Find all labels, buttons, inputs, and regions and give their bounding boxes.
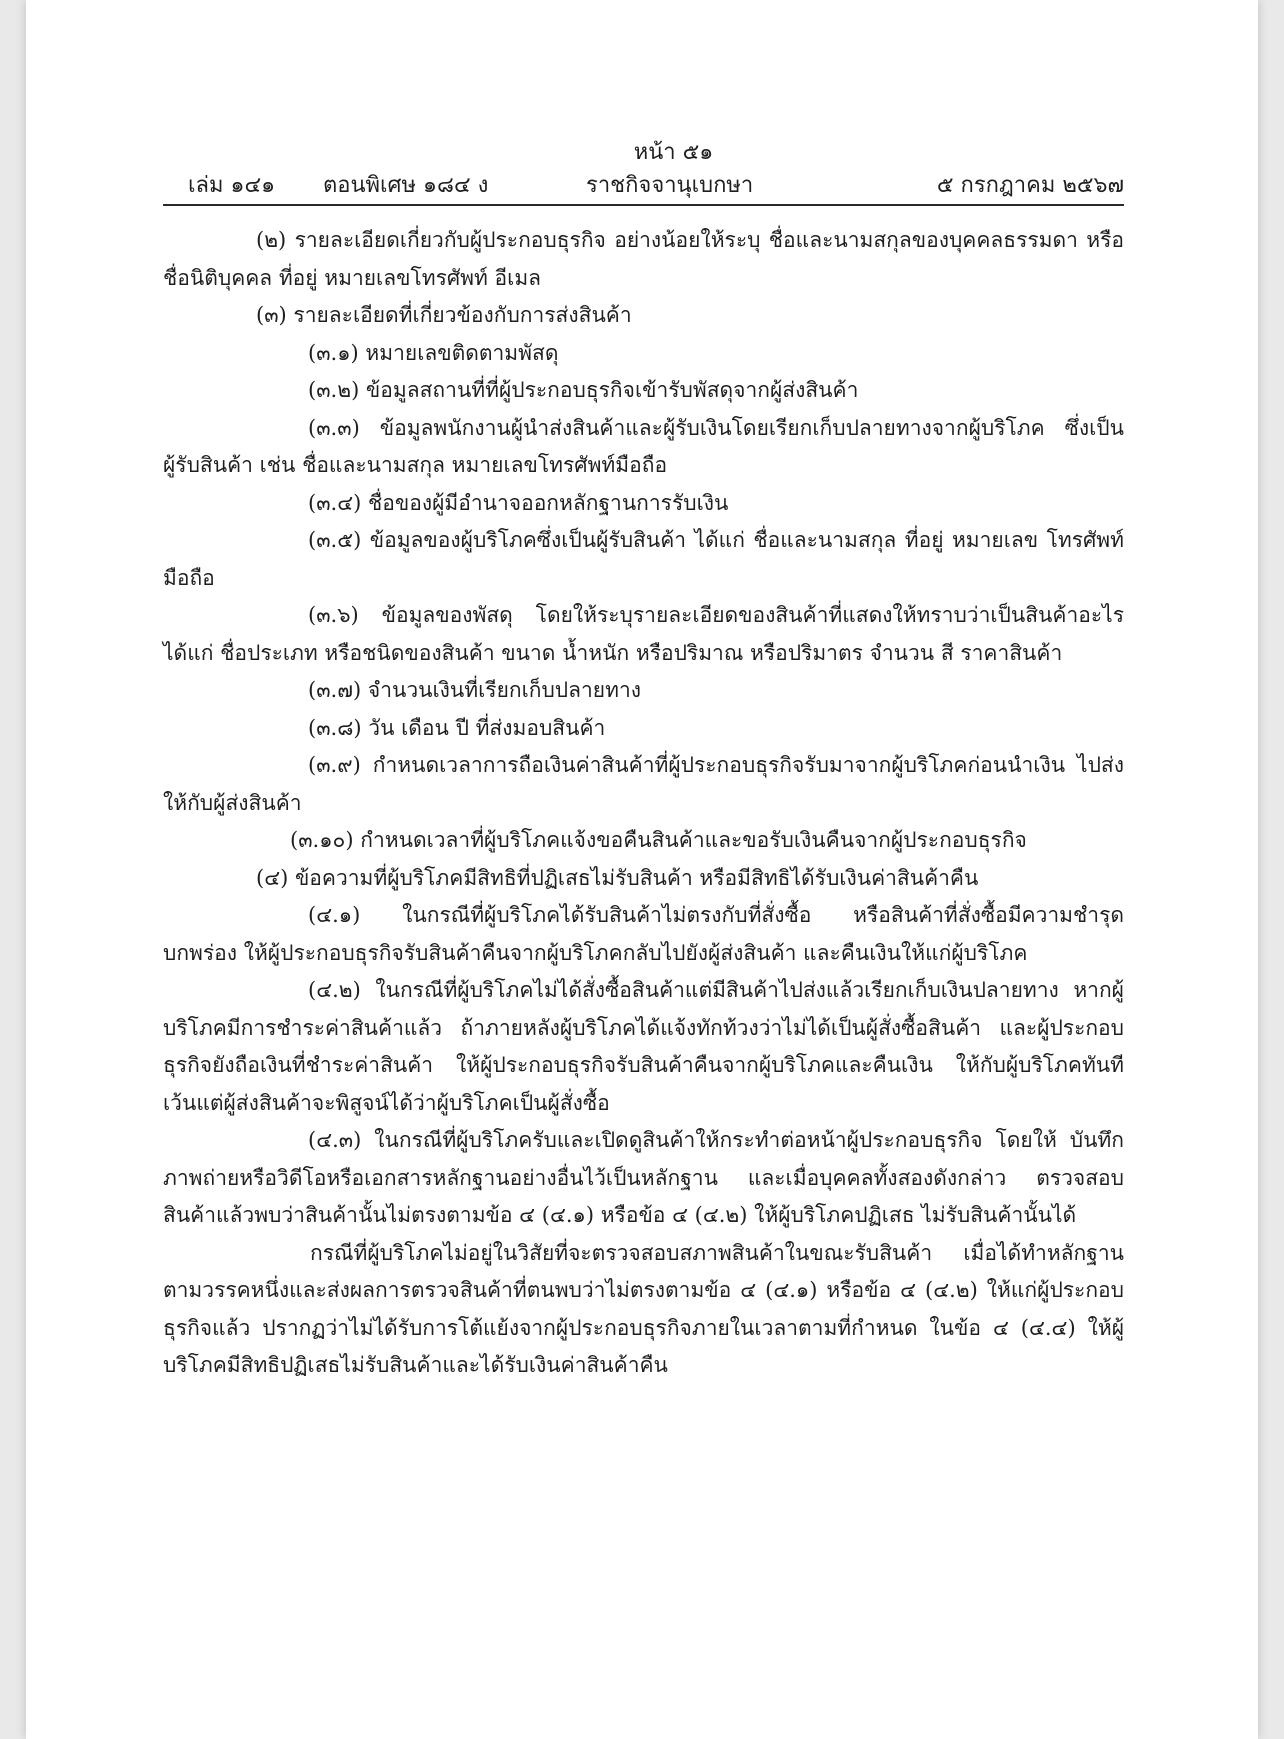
paragraph-second-clause: กรณีที่ผู้บริโภคไม่อยู่ในวิสัยที่จะตรวจสอบสภาพสินค้าในขณะรับสินค้า เมื่อได้ทำหลักฐาน ตามวรรคหนึ่งและส่งผลการตรวจสินค้าที่ตนพบว่าไม่ตรงตามข้อ ๔ (๔.๑) หรือข้อ ๔ (๔.๒) ให้แก่ผู้ประกอบธุรกิจแล้ว ปรากฏว่าไม่ได้รับการโต้แย้งจากผู้ประกอบธุรกิจภายในเวลาตามที่กำหนด ในข้อ ๔ (๔.๔) ให้ผู้บริโภคมีสิทธิปฏิเสธไม่รับสินค้าและได้รับเงินค่าสินค้าคืน — [163, 1240, 1124, 1377]
paragraph-item-3-1: (๓.๑) หมายเลขติดตามพัสดุ — [308, 340, 559, 365]
paragraph-item-4-2: (๔.๒) ในกรณีที่ผู้บริโภคไม่ได้สั่งซื้อสินค้าแต่มีสินค้าไปส่งแล้วเรียกเก็บเงินปลายทาง หากผู้บริโภคมีการชำระค่าสินค้าแล้ว ถ้าภายหลังผู้บริโภคได้แจ้งทักท้วงว่าไม่ได้เป็นผู้สั่งซื้อสินค้า และผู้ประกอบธุรกิจยังถือเงินที่ชำระค่าสินค้า ให้ผู้ประกอบธุรกิจรับสินค้าคืนจากผู้บริโภคและคืนเงิน ให้กับผู้บริโภคทันที เว้นแต่ผู้ส่งสินค้าจะพิสูจน์ได้ว่าผู้บริโภคเป็นผู้สั่งซื้อ — [163, 978, 1124, 1115]
paragraph-item-4-1: (๔.๑) ในกรณีที่ผู้บริโภคได้รับสินค้าไม่ตรงกับที่สั่งซื้อ หรือสินค้าที่สั่งซื้อมีความชำรุด บกพร่อง ให้ผู้ประกอบธุรกิจรับสินค้าคืนจากผู้บริโภคกลับไปยังผู้ส่งสินค้า และคืนเงินให้แก่ผู้บริโภค — [163, 903, 1124, 965]
gazette-header — [163, 168, 1124, 206]
paragraph-item-3-8: (๓.๘) วัน เดือน ปี ที่ส่งมอบสินค้า — [308, 715, 606, 740]
paragraph-item-3-3: (๓.๓) ข้อมูลพนักงานผู้นำส่งสินค้าและผู้รับเงินโดยเรียกเก็บปลายทางจากผู้บริโภค ซึ่งเป็นผู้รับสินค้า เช่น ชื่อและนามสกุล หมายเลขโทรศัพท์มือถือ — [163, 415, 1124, 477]
issue-number: ตอนพิเศษ ๑๘๔ ง — [323, 173, 489, 198]
paragraph-item-3-6: (๓.๖) ข้อมูลของพัสดุ โดยให้ระบุรายละเอียดของสินค้าที่แสดงให้ทราบว่าเป็นสินค้าอะไร ได้แก่ ชื่อประเภท หรือชนิดของสินค้า ขนาด น้ำหนัก หรือปริมาณ หรือปริมาตร จำนวน สี ราคาสินค้า — [163, 603, 1124, 665]
paragraph-item-3-10: (๓.๑๐) กำหนดเวลาที่ผู้บริโภคแจ้งขอคืนสินค้าและขอรับเงินคืนจากผู้ประกอบธุรกิจ — [290, 828, 1027, 852]
paragraph-item-3-7: (๓.๗) จำนวนเงินที่เรียกเก็บปลายทาง — [308, 678, 641, 702]
paragraph-item-4-3: (๔.๓) ในกรณีที่ผู้บริโภครับและเปิดดูสินค้าให้กระทำต่อหน้าผู้ประกอบธุรกิจ โดยให้ บันทึกภาพถ่ายหรือวิดีโอหรือเอกสารหลักฐานอย่างอื่นไว้เป็นหลักฐาน และเมื่อบุคคลทั้งสองดังกล่าว ตรวจสอบสินค้าแล้วพบว่าสินค้านั้นไม่ตรงตามข้อ ๔ (๔.๑) หรือข้อ ๔ (๔.๒) ให้ผู้บริโภคปฏิเสธ ไม่รับสินค้านั้นได้ — [163, 1128, 1124, 1227]
paragraph-item-4: (๔) ข้อความที่ผู้บริโภคมีสิทธิที่ปฏิเสธไม่รับสินค้า หรือมีสิทธิได้รับเงินค่าสินค้าคืน — [256, 865, 979, 890]
paragraph-item-3: (๓) รายละเอียดที่เกี่ยวข้องกับการส่งสินค้า — [256, 303, 632, 327]
volume-number: เล่ม ๑๔๑ — [188, 173, 276, 198]
paragraph-item-3-9: (๓.๙) กำหนดเวลาการถือเงินค่าสินค้าที่ผู้ประกอบธุรกิจรับมาจากผู้บริโภคก่อนนำเงิน ไปส่งให้กับผู้ส่งสินค้า — [163, 753, 1124, 815]
page-content — [163, 138, 1124, 1385]
paragraph-item-3-4: (๓.๔) ชื่อของผู้มีอำนาจออกหลักฐานการรับเงิน — [308, 490, 729, 515]
document-body — [163, 222, 1124, 1385]
document-page — [26, 0, 1258, 1739]
page-number: หน้า ๕๑ — [633, 140, 714, 165]
paragraph-item-3-5: (๓.๕) ข้อมูลของผู้บริโภคซึ่งเป็นผู้รับสินค้า ได้แก่ ชื่อและนามสกุล ที่อยู่ หมายเลข โทรศัพท์มือถือ — [163, 528, 1124, 590]
gazette-name: ราชกิจจานุเบกษา — [586, 173, 754, 198]
paragraph-item-3-2: (๓.๒) ข้อมูลสถานที่ที่ผู้ประกอบธุรกิจเข้ารับพัสดุจากผู้ส่งสินค้า — [308, 378, 859, 402]
publication-date: ๕ กรกฎาคม ๒๕๖๗ — [936, 173, 1124, 198]
paragraph-item-2: (๒) รายละเอียดเกี่ยวกับผู้ประกอบธุรกิจ อย่างน้อยให้ระบุ ชื่อและนามสกุลของบุคคลธรรมดา หรือชื่อนิติบุคคล ที่อยู่ หมายเลขโทรศัพท์ อีเมล — [163, 228, 1124, 290]
